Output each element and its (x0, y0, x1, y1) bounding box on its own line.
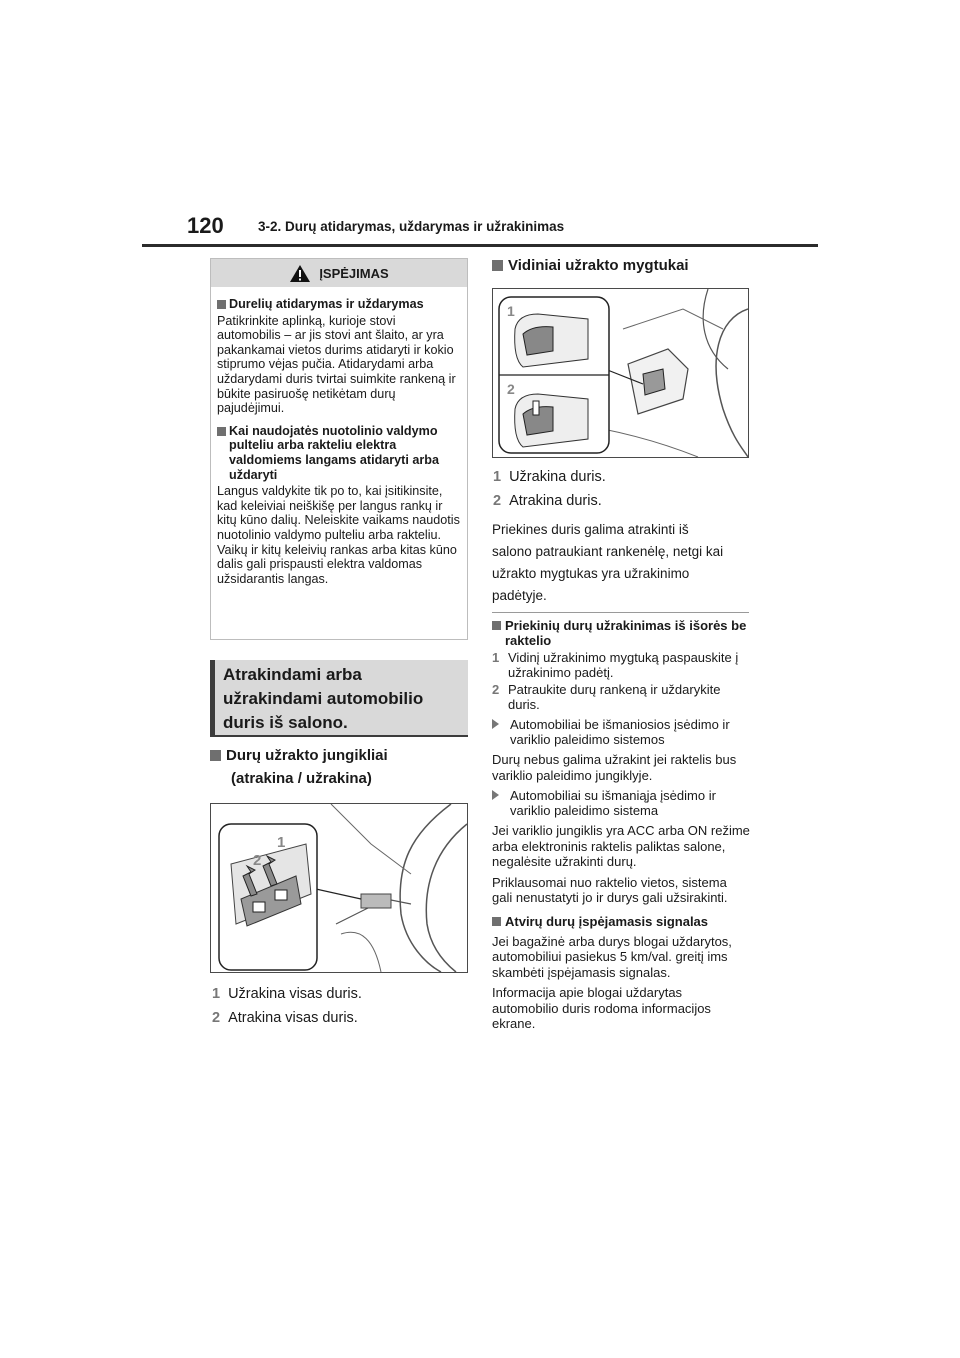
front-door-unlock-paragraph: Priekines duris galima atrakinti iš salono patraukiant rankenėlę, netgi kai užrakto mygtukas yra užrakinimo padėtyje. (492, 522, 724, 603)
warning-box (210, 258, 468, 640)
bullet-square-icon (492, 917, 501, 926)
lock-step-1: 1 Vidinį užrakinimo mygtuką paspauskite į užrakinimo padėtį. (492, 650, 739, 680)
condition-2-text: Jei variklio jungiklis yra ACC arba ON režime arba elektroninis raktelis paliktas salone, negalėsite užrakinti durų. (492, 823, 750, 869)
arrow-right-icon (492, 719, 506, 729)
bullet-square-icon (210, 750, 221, 761)
section-heading: Atrakindami arba užrakindami automobilio duris iš salono. (210, 660, 468, 737)
callout-1: 1 (507, 303, 515, 319)
inside-lock-illustration (493, 289, 748, 457)
inside-lock-buttons-heading: Vidiniai užrakto mygtukai (492, 257, 689, 274)
open-door-warning-text: Jei bagažinė arba durys blogai uždarytos, automobiliui pasiekus 5 km/val. greitį ims skambėti įspėjamasis signalas. (492, 933, 732, 980)
lock-without-key-heading: Priekinių durų užrakinimas iš išorės be raktelio (492, 618, 750, 648)
warning-heading-1: Durelių atidarymas ir uždarymas (217, 297, 461, 312)
section-divider (492, 612, 749, 613)
bullet-square-icon (492, 260, 503, 271)
warning-heading-2: Kai naudojatės nuotolinio valdymo pulteliu arba rakteliu elektra valdomiems langams atidaryti arba uždaryti (217, 424, 461, 482)
open-door-info-text: Informacija apie blogai uždarytas automobilio duris rodoma informacijos ekrane. (492, 985, 711, 1031)
open-door-warning-heading: Atvirų durų įspėjamasis signalas (492, 914, 750, 929)
key-location-note: Priklausomai nuo raktelio vietos, sistema gali nenustatyti jo ir durys gali užsirakinti. (492, 874, 728, 905)
page-number: 120 (187, 213, 224, 238)
condition-1-text: Durų nebus galima užrakint jei raktelis bus variklio paleidimo jungiklyje. (492, 752, 737, 783)
arrow-right-icon (492, 790, 506, 800)
warning-text-1: Patikrinkite aplinką, kurioje stovi automobilis – ar jis stovi ant šlaito, ar yra pakankamai vietos durims atidaryti ir kokio stiprumo vėjas pučia. Atidarydami arba uždarydami duris tvirtai suimkite rankeną ir būkite pasiruošę netikėtam durų pajudėjimui. (217, 313, 456, 416)
bullet-square-icon (492, 621, 501, 630)
lock-without-key-section (492, 618, 750, 1032)
lock-step-2: 2 Patraukite durų rankeną ir uždarykite duris. (492, 682, 721, 712)
callout-2: 2 (253, 852, 262, 869)
chapter-title: 3-2. Durų atidarymas, uždarymas ir užrakinimas (258, 219, 565, 234)
warning-header (211, 259, 467, 287)
callout-2: 2 (507, 381, 515, 397)
door-lock-switch-subheading: (atrakina / užrakina) (231, 770, 372, 787)
right-step-1: 1 Užrakina duris. (493, 469, 606, 485)
door-lock-switch-figure (210, 803, 468, 973)
condition-without-smart-entry: Automobiliai be išmaniosios įsėdimo ir variklio paleidimo sistemos (492, 717, 750, 747)
left-step-1: 1 Užrakina visas duris. (212, 986, 362, 1002)
warning-text-2: Langus valdykite tik po to, kai įsitikinsite, kad keleiviai neiškišę per langus rankų ir kitų kūno dalių. Neleiskite vaikams naudotis nuotolinio valdymo pulteliu arba rakteliu. Vaikų ir kitų keleivių rankas arba kitas kūno dalis gali prispausti elektra valdomas užsidarantis langas. (217, 484, 460, 586)
inside-lock-button-figure (492, 288, 749, 458)
header-rule (142, 244, 818, 247)
condition-with-smart-entry: Automobiliai su išmaniąja įsėdimo ir variklio paleidimo sistema (492, 788, 750, 818)
door-lock-switch-heading: Durų užrakto jungikliai (210, 747, 388, 764)
door-switch-illustration (211, 804, 467, 972)
bullet-square-icon (217, 427, 226, 436)
right-step-2: 2 Atrakina duris. (493, 493, 602, 509)
bullet-square-icon (217, 300, 226, 309)
callout-1: 1 (277, 834, 286, 851)
warning-triangle-icon (289, 264, 311, 283)
left-step-2: 2 Atrakina visas duris. (212, 1010, 358, 1026)
warning-title: ĮSPĖJIMAS (319, 265, 389, 281)
